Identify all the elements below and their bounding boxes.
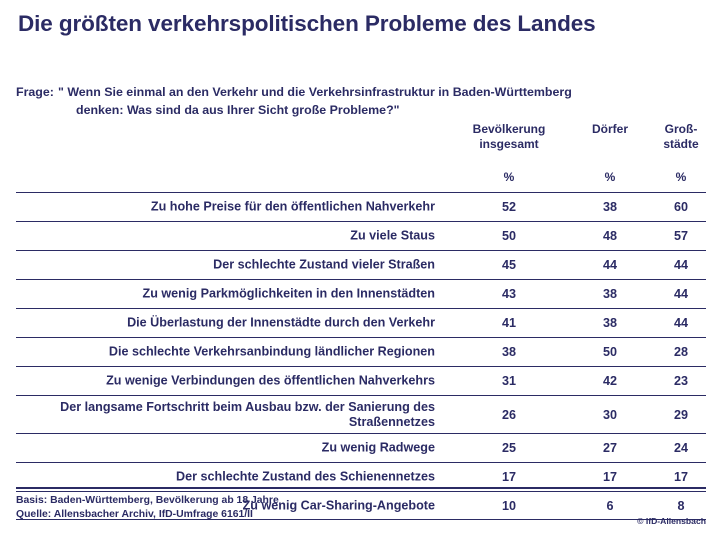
question-line-1: " Wenn Sie einmal an den Verkehr und die Verkehrsinfrastruktur in Baden-Württemberg	[58, 85, 572, 99]
row-label: Zu wenig Radwege	[321, 440, 435, 455]
row-value-population: 38	[501, 345, 516, 359]
row-value-population: 10	[501, 498, 516, 513]
unit-population: %	[503, 170, 515, 184]
row-value-population: 45	[501, 258, 516, 272]
row-value-villages: 6	[606, 498, 614, 513]
table-row	[16, 308, 706, 337]
row-label: Der schlechte Zustand des Schienennetzes	[176, 469, 435, 484]
row-value-villages: 38	[602, 316, 617, 330]
row-label: Zu viele Staus	[350, 228, 435, 243]
table-row	[16, 279, 706, 308]
footer	[16, 487, 706, 528]
row-value-cities: 44	[673, 316, 688, 330]
row-value-cities: 57	[673, 229, 688, 243]
row-value-cities: 44	[673, 287, 688, 301]
row-value-population: 43	[501, 287, 516, 301]
row-value-population: 50	[501, 229, 516, 243]
row-label: Der langsame Fortschritt beim Ausbau bzw. der Sanierung des Straßennetzes	[60, 399, 435, 429]
column-headers	[0, 122, 722, 192]
row-value-cities: 24	[673, 441, 688, 455]
row-value-villages: 17	[602, 470, 617, 484]
column-header-villages-line1: Dörfer	[591, 122, 628, 136]
row-value-cities: 60	[673, 200, 688, 214]
row-label: Zu wenig Car-Sharing-Angebote	[242, 497, 435, 512]
row-value-cities: 28	[673, 345, 688, 359]
row-value-villages: 30	[602, 407, 617, 422]
row-label: Zu wenig Parkmöglichkeiten in den Innenstädten	[142, 286, 435, 301]
row-label: Die Überlastung der Innenstädte durch den Verkehr	[127, 315, 435, 330]
row-value-villages: 27	[602, 441, 617, 455]
row-value-villages: 38	[602, 200, 617, 214]
row-value-cities: 8	[677, 498, 685, 513]
row-label: Die schlechte Verkehrsanbindung ländlicher Regionen	[108, 344, 435, 359]
table-row	[16, 366, 706, 395]
column-header-cities-line2: städte	[663, 137, 699, 151]
table-row	[16, 395, 706, 433]
page-title: Die größten verkehrspolitischen Probleme des Landes	[18, 11, 596, 36]
table-row	[16, 250, 706, 279]
column-header-population	[455, 122, 563, 152]
row-label: Zu hohe Preise für den öffentlichen Nahverkehr	[150, 199, 435, 214]
table-row	[16, 192, 706, 221]
question-label: Frage:	[16, 85, 54, 99]
row-value-population: 41	[501, 316, 516, 330]
row-value-villages: 44	[602, 258, 617, 272]
column-header-villages	[575, 122, 645, 137]
row-value-villages: 42	[602, 374, 617, 388]
footer-basis: Basis: Baden-Württemberg, Bevölkerung ab 18 Jahre	[16, 495, 279, 506]
row-value-cities: 44	[673, 258, 688, 272]
column-header-cities-line1: Groß-	[664, 122, 698, 136]
table-row	[16, 221, 706, 250]
column-header-cities	[650, 122, 712, 152]
row-value-villages: 50	[602, 345, 617, 359]
row-value-cities: 29	[673, 407, 688, 422]
question-line-2: denken: Was sind da aus Ihrer Sicht große Probleme?"	[76, 102, 400, 117]
question-block	[16, 84, 656, 120]
row-value-population: 17	[501, 470, 516, 484]
row-value-population: 52	[501, 200, 516, 214]
row-value-cities: 17	[673, 470, 688, 484]
copyright: © IfD-Allensbach	[637, 516, 706, 527]
row-value-population: 25	[501, 441, 516, 455]
table-row	[16, 337, 706, 366]
unit-villages: %	[604, 170, 616, 184]
row-value-population: 31	[501, 374, 516, 388]
column-header-population-line1: Bevölkerung	[472, 122, 546, 136]
row-value-cities: 23	[673, 374, 688, 388]
row-label: Der schlechte Zustand vieler Straßen	[213, 257, 435, 272]
question-text	[58, 84, 618, 120]
row-label: Zu wenige Verbindungen des öffentlichen Nahverkehrs	[106, 373, 435, 388]
table-row	[16, 433, 706, 462]
row-value-villages: 38	[602, 287, 617, 301]
row-value-villages: 48	[602, 229, 617, 243]
row-value-population: 26	[501, 407, 516, 422]
column-header-population-line2: insgesamt	[479, 137, 539, 151]
footer-source: Quelle: Allensbacher Archiv, IfD-Umfrage 6161/II	[16, 509, 253, 521]
unit-cities: %	[675, 170, 687, 184]
data-table	[16, 192, 706, 520]
